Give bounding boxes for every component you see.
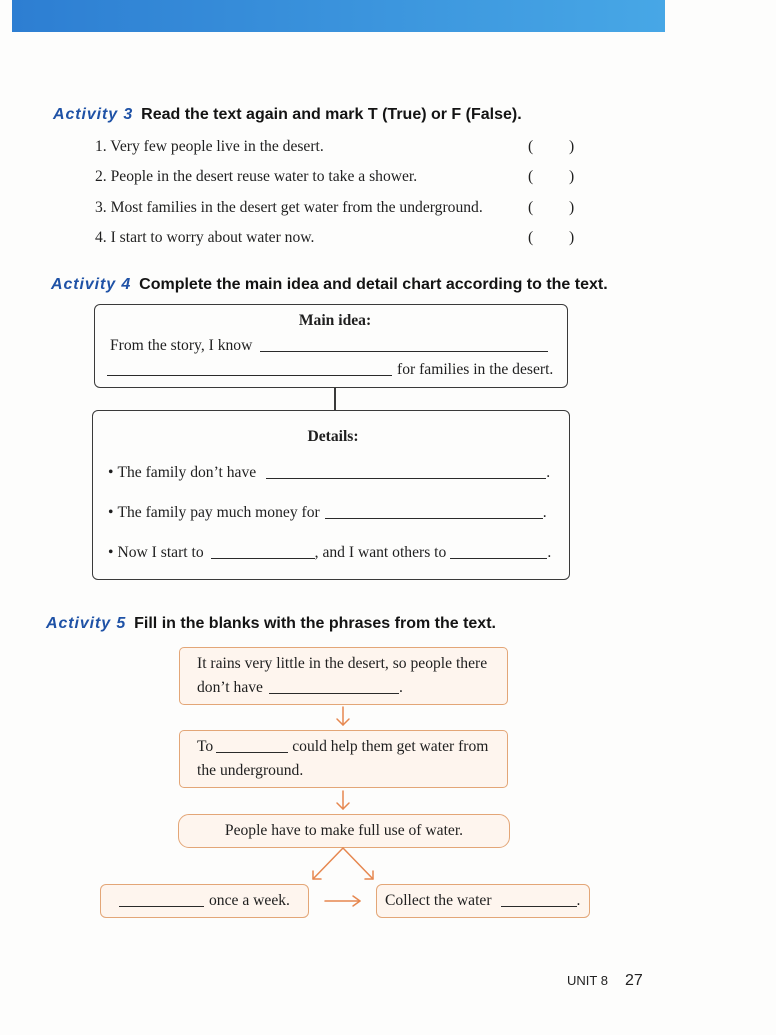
detail-item-1-text: The family don’t have [117, 464, 257, 481]
detail-blank-3b[interactable] [450, 546, 547, 559]
flow-step-1-end: . [398, 679, 403, 696]
tf-answer-slot-4[interactable] [528, 228, 578, 248]
flow-step-2 [179, 730, 508, 788]
detail-item-2 [108, 503, 547, 523]
detail-blank-1[interactable] [266, 466, 546, 479]
detail-item-1 [108, 463, 550, 483]
tf-statement-3: 3. Most families in the desert get water from the underground. [95, 199, 483, 216]
bullet-icon: • [108, 464, 114, 481]
detail-item-3-middle: , and I want others to [314, 544, 447, 561]
detail-item-3-end: . [547, 544, 552, 561]
flow-step-4-suffix: once a week. [209, 892, 290, 909]
flow-step-5 [376, 884, 590, 918]
header-color-bar [12, 0, 665, 32]
activity-4-heading [51, 275, 608, 295]
flow-step-4 [100, 884, 309, 918]
activity-3-heading [53, 105, 522, 125]
detail-item-3-text: Now I start to [117, 544, 204, 561]
bullet-icon: • [108, 544, 114, 561]
detail-item-3 [108, 543, 551, 563]
flow-step-1-prefix: don’t have [197, 679, 263, 696]
answer-paren-open: ( [528, 138, 534, 155]
flow-blank-1[interactable] [269, 681, 399, 694]
main-idea-line-1 [110, 336, 548, 356]
tf-statement-1: 1. Very few people live in the desert. [95, 138, 324, 155]
main-idea-blank-1[interactable] [260, 339, 548, 352]
chart-connector-line [334, 388, 336, 410]
answer-paren-close: ) [569, 168, 575, 185]
tf-answer-slot-1[interactable] [528, 137, 578, 157]
activity-3-label: Activity 3 [53, 106, 134, 123]
down-arrow-icon [335, 791, 351, 811]
flow-step-3-text: People have to make full use of water. [224, 822, 464, 839]
flow-blank-4[interactable] [119, 894, 204, 907]
tf-answer-slot-3[interactable] [528, 198, 578, 218]
answer-paren-open: ( [528, 229, 534, 246]
flow-step-3 [178, 814, 510, 848]
answer-paren-open: ( [528, 168, 534, 185]
tf-answer-slot-2[interactable] [528, 167, 578, 187]
main-idea-suffix: for families in the desert. [397, 361, 554, 378]
detail-blank-3a[interactable] [211, 546, 315, 559]
flow-blank-5[interactable] [501, 894, 577, 907]
flow-step-5-end: . [576, 892, 581, 909]
detail-blank-2[interactable] [325, 506, 543, 519]
footer-page-number: 27 [625, 972, 643, 989]
down-arrow-icon [335, 707, 351, 727]
flow-step-2-line-2: the underground. [197, 762, 304, 779]
flow-step-5-prefix: Collect the water [385, 892, 492, 909]
main-idea-prefix: From the story, I know [110, 337, 253, 354]
activity-4-instruction: Complete the main idea and detail chart according to the text. [139, 276, 608, 293]
activity-4-label: Activity 4 [51, 276, 132, 293]
details-box [92, 410, 570, 580]
answer-paren-close: ) [569, 229, 575, 246]
flow-step-1 [179, 647, 508, 705]
tf-statement-4: 4. I start to worry about water now. [95, 229, 315, 246]
detail-item-2-end: . [542, 504, 547, 521]
answer-paren-open: ( [528, 199, 534, 216]
answer-paren-close: ) [569, 199, 575, 216]
flow-step-4-line [119, 891, 290, 911]
flow-step-2-rest: could help them get water from [292, 738, 489, 755]
answer-paren-close: ) [569, 138, 575, 155]
bullet-icon: • [108, 504, 114, 521]
details-title: Details: [307, 428, 359, 445]
right-arrow-icon [323, 894, 363, 908]
activity-5-heading [46, 614, 496, 634]
flow-step-5-line [385, 891, 580, 911]
branch-arrows-icon [305, 846, 381, 884]
flow-step-1-line-1: It rains very little in the desert, so people there [197, 655, 488, 672]
footer-unit-label: UNIT 8 [567, 973, 608, 988]
detail-item-1-end: . [546, 464, 551, 481]
flow-step-2-line-1 [197, 737, 488, 757]
flow-step-2-prefix: To [197, 738, 214, 755]
detail-item-2-text: The family pay much money for [117, 504, 320, 521]
tf-statement-2: 2. People in the desert reuse water to take a shower. [95, 168, 418, 185]
main-idea-box [94, 304, 568, 388]
activity-3-instruction: Read the text again and mark T (True) or F (False). [141, 106, 522, 123]
main-idea-title: Main idea: [298, 312, 372, 329]
activity-5-label: Activity 5 [46, 615, 127, 632]
flow-step-1-line-2 [197, 678, 403, 698]
main-idea-line-2 [107, 360, 553, 380]
flow-blank-2[interactable] [216, 740, 288, 753]
activity-5-instruction: Fill in the blanks with the phrases from the text. [134, 615, 496, 632]
main-idea-blank-2[interactable] [107, 363, 392, 376]
